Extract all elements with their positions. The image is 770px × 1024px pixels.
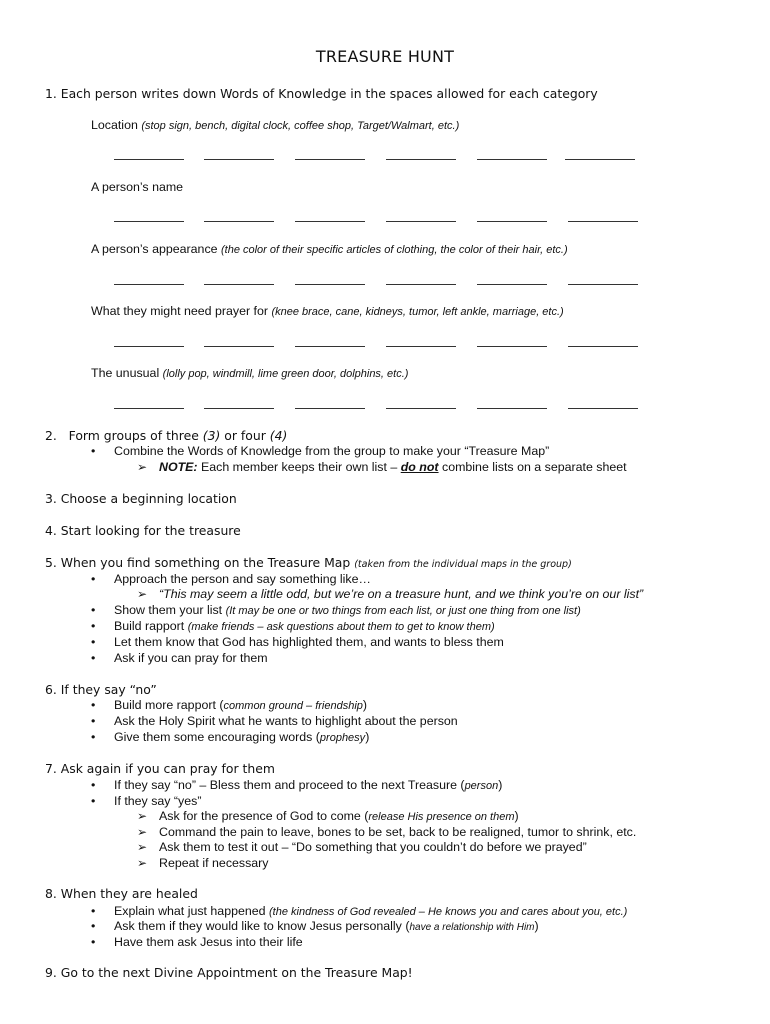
bullet-note: (It may be one or two things from each list, or just one thing from one list) (225, 605, 581, 617)
arrow-item (159, 840, 587, 854)
blank-line[interactable] (204, 346, 274, 347)
arrow-text: Ask for the presence of God to come ( (159, 809, 369, 823)
bullet-text: Ask the Holy Spirit what he wants to highlight about the person (114, 714, 458, 728)
step-text: or four (220, 428, 270, 443)
bullet-text: Ask them if they would like to know Jesus personally ( (114, 919, 410, 933)
blank-line[interactable] (386, 346, 456, 347)
bullet-text: Have them ask Jesus into their life (114, 935, 303, 949)
bullet-item (114, 572, 371, 586)
blank-line[interactable] (568, 408, 638, 409)
blank-line[interactable] (386, 159, 456, 160)
blank-line[interactable] (386, 221, 456, 222)
blank-line[interactable] (114, 284, 184, 285)
category-label: The unusual (91, 366, 160, 380)
category-example: (lolly pop, windmill, lime green door, dolphins, etc.) (162, 368, 409, 380)
category-location (91, 118, 459, 132)
category-example: (knee brace, cane, kidneys, tumor, left ankle, marriage, etc.) (271, 306, 564, 318)
bullet-item (114, 919, 539, 933)
bullet-item (114, 635, 504, 649)
bullet-note: common ground – friendship (223, 700, 363, 712)
category-label: What they might need prayer for (91, 304, 268, 318)
arrow-item (159, 856, 269, 870)
bullet-note: prophesy (319, 732, 366, 744)
blank-line[interactable] (568, 346, 638, 347)
bullet-text: If they say “no” – Bless them and proceed to the next Treasure ( (114, 778, 465, 792)
step-2-heading (45, 428, 287, 443)
note-text: combine lists on a separate sheet (438, 460, 627, 474)
step-text: Form groups of three (68, 428, 203, 443)
blank-line[interactable] (477, 159, 547, 160)
category-example: (stop sign, bench, digital clock, coffee shop, Target/Walmart, etc.) (141, 120, 460, 132)
step-number: 2. (45, 428, 57, 443)
blank-line[interactable] (477, 284, 547, 285)
bullet-item (114, 651, 268, 665)
bullet-text: Ask if you can pray for them (114, 651, 268, 665)
blank-line[interactable] (114, 159, 184, 160)
bullet-item (114, 444, 549, 458)
arrow-item (159, 587, 643, 601)
bullet-item (114, 603, 581, 617)
blank-line[interactable] (114, 408, 184, 409)
bullet-item (114, 935, 303, 949)
bullet-note: have a relationship with Him (409, 922, 535, 933)
step-text: 5. When you find something on the Treasure Map (45, 555, 355, 570)
step-3-heading: 3. Choose a beginning location (45, 491, 237, 506)
bullet-text: Show them your list (114, 603, 226, 617)
bullet-text: ) (534, 919, 539, 933)
bullet-text: Let them know that God has highlighted them, and wants to bless them (114, 635, 504, 649)
arrow-item (159, 825, 636, 839)
blank-line[interactable] (565, 159, 635, 160)
note-label: NOTE: (159, 460, 198, 474)
bullet-text: Give them some encouraging words ( (114, 730, 320, 744)
blank-line[interactable] (477, 346, 547, 347)
category-name (91, 180, 183, 194)
category-prayer-need (91, 304, 564, 318)
step-text-em: (4) (269, 428, 288, 443)
blank-line[interactable] (204, 159, 274, 160)
blank-line[interactable] (477, 408, 547, 409)
blank-line[interactable] (568, 221, 638, 222)
category-label: A person’s appearance (91, 242, 218, 256)
category-unusual (91, 366, 408, 380)
bullet-note: (make friends – ask questions about them to get to know them) (187, 621, 495, 633)
step-8-heading: 8. When they are healed (45, 886, 198, 901)
arrow-text: Repeat if necessary (159, 856, 269, 870)
bullet-text: Explain what just happened (114, 904, 269, 918)
category-label: Location (91, 118, 138, 132)
step-7-heading: 7. Ask again if you can pray for them (45, 761, 275, 776)
blank-line[interactable] (295, 284, 365, 285)
bullet-text: Combine the Words of Knowledge from the group to make your “Treasure Map” (114, 444, 550, 458)
blank-line[interactable] (295, 159, 365, 160)
step-5-heading (45, 555, 572, 570)
arrow-item (159, 809, 519, 823)
bullet-item (114, 794, 201, 808)
step-text-em: (3) (202, 428, 221, 443)
bullet-note: (the kindness of God revealed – He knows you and cares about you, etc.) (269, 906, 628, 918)
step-1-heading: 1. Each person writes down Words of Knowledge in the spaces allowed for each category (45, 86, 598, 101)
blank-line[interactable] (114, 346, 184, 347)
step-note: (taken from the individual maps in the group) (354, 559, 572, 570)
arrow-item (159, 460, 627, 474)
bullet-item (114, 714, 458, 728)
bullet-text: Approach the person and say something like… (114, 572, 371, 586)
step-6-heading: 6. If they say “no” (45, 682, 157, 697)
blank-line[interactable] (204, 221, 274, 222)
blank-line[interactable] (386, 408, 456, 409)
bullet-text: ) (362, 698, 368, 712)
note-text: Each member keeps their own list – (197, 460, 401, 474)
bullet-text: If they say “yes” (114, 794, 202, 808)
arrow-text: ) (514, 809, 519, 823)
bullet-item (114, 778, 502, 792)
note-emphasis: do not (400, 460, 439, 474)
bullet-text: Build more rapport ( (114, 698, 224, 712)
bullet-item (114, 904, 627, 918)
step-4-heading: 4. Start looking for the treasure (45, 523, 241, 538)
blank-line[interactable] (295, 408, 365, 409)
page-title: TREASURE HUNT (315, 47, 455, 66)
blank-line[interactable] (114, 221, 184, 222)
arrow-note: release His presence on them (368, 811, 515, 823)
arrow-text: Ask them to test it out – “Do something that you couldn’t do before we prayed” (159, 840, 587, 854)
bullet-item (114, 698, 367, 712)
arrow-text: Command the pain to leave, bones to be set, back to be realigned, tumor to shrink, etc. (159, 825, 637, 839)
blank-line[interactable] (477, 221, 547, 222)
blank-line[interactable] (295, 221, 365, 222)
bullet-text: ) (498, 778, 503, 792)
blank-line[interactable] (295, 346, 365, 347)
bullet-text: Build rapport (114, 619, 188, 633)
blank-line[interactable] (204, 284, 274, 285)
quote-text: “This may seem a little odd, but we’re on a treasure hunt, and we think you’re on our list” (159, 587, 644, 601)
bullet-item (114, 730, 369, 744)
step-9-heading: 9. Go to the next Divine Appointment on the Treasure Map! (45, 965, 413, 980)
blank-line[interactable] (568, 284, 638, 285)
category-label: A person’s name (91, 180, 184, 194)
bullet-item (114, 619, 495, 633)
bullet-text: ) (365, 730, 370, 744)
category-example: (the color of their specific articles of clothing, the color of their hair, etc.) (220, 244, 568, 256)
bullet-note: person (464, 780, 499, 792)
blank-line[interactable] (386, 284, 456, 285)
category-appearance (91, 242, 568, 256)
blank-line[interactable] (204, 408, 274, 409)
